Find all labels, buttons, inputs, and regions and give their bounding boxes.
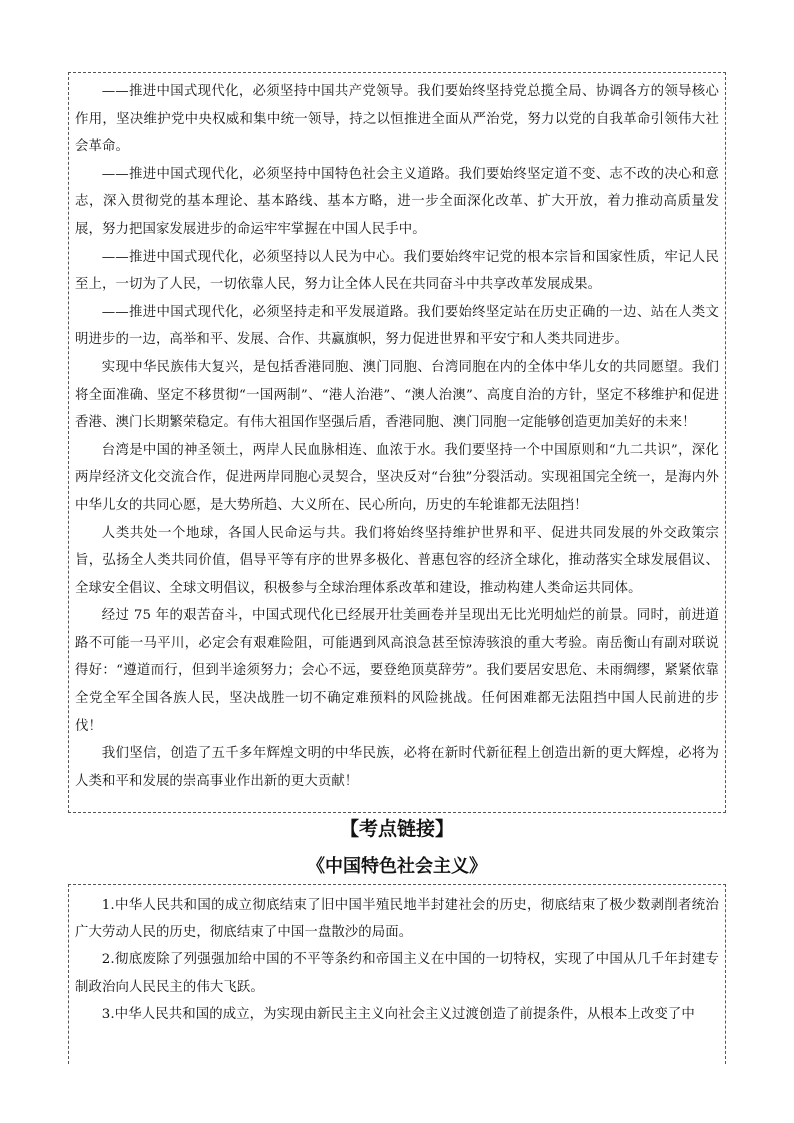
paragraph: ——推进中国式现代化，必须坚持中国特色社会主义道路。我们要始终坚定道不变、志不改的决心和意志，深入贯彻党的基本理论、基本路线、基本方略，进一步全面深化改革、扩大开放，着力推动高质量发展，努力把国家发展进步的命运牢牢掌握在中国人民手中。 <box>75 166 719 237</box>
paragraph: ——推进中国式现代化，必须坚持以人民为中心。我们要始终牢记党的根本宗旨和国家性质，牢记人民至上，一切为了人民，一切依靠人民，努力让全体人民在共同奋斗中共享改革发展成果。 <box>75 249 719 293</box>
speech-excerpt-box <box>68 72 726 813</box>
section-heading: 【考点链接】 <box>339 818 454 840</box>
paragraph: 实现中华民族伟大复兴，是包括香港同胞、澳门同胞、台湾同胞在内的全体中华儿女的共同愿望。我们将全面准确、坚定不移贯彻“一国两制”、“港人治港”、“澳人治澳”、高度自治的方针，坚定不移维护和促进香港、澳门长期繁荣稳定。有伟大祖国作坚强后盾，香港同胞、澳门同胞一定能够创造更加美好的未来！ <box>75 359 719 431</box>
paragraph: 经过 75 年的艰苦奋斗，中国式现代化已经展开壮美画卷并呈现出无比光明灿烂的前景。同时，前进道路不可能一马平川，必定会有艰难险阻，可能遇到风高浪急甚至惊涛骇浪的重大考验。南岳衡山有副对联说得好：“遵道而行，但到半途须努力；会心不远，要登绝顶莫辞劳”。我们要居安思危、未雨绸缪，紧紧依靠全党全军全国各族人民，坚决战胜一切不确定难预料的风险挑战。任何困难都无法阻挡中国人民前进的步伐！ <box>75 608 719 734</box>
numbered-point: 2.彻底废除了列强强加给中国的不平等条约和帝国主义在中国的一切特权，实现了中国从几千年封建专制政治向人民民主的伟大飞跃。 <box>75 952 719 995</box>
knowledge-points-box <box>68 884 726 1064</box>
paragraph: 我们坚信，创造了五千多年辉煌文明的中华民族，必将在新时代新征程上创造出新的更大辉煌，必将为人类和平和发展的崇高事业作出新的更大贡献！ <box>75 746 719 789</box>
numbered-point: 1.中华人民共和国的成立彻底结束了旧中国半殖民地半封建社会的历史，彻底结束了极少数剥削者统治广大劳动人民的历史，彻底结束了中国一盘散沙的局面。 <box>75 898 719 941</box>
numbered-point: 3.中华人民共和国的成立，为实现由新民主主义向社会主义过渡创造了前提条件，从根本上改变了中 <box>101 1006 695 1022</box>
paragraph: 台湾是中国的神圣领土，两岸人民血脉相连、血浓于水。我们要坚持一个中国原则和“九二共识”，深化两岸经济文化交流合作，促进两岸同胞心灵契合，坚决反对“台独”分裂活动。实现祖国完全统一，是海内外中华儿女的共同心愿，是大势所趋、大义所在、民心所向，历史的车轮谁都无法阻挡！ <box>75 442 719 513</box>
section-subtitle: 《中国特色社会主义》 <box>307 856 487 877</box>
paragraph: 人类共处一个地球，各国人民命运与共。我们将始终坚持维护世界和平、促进共同发展的外交政策宗旨，弘扬全人类共同价值，倡导平等有序的世界多极化、普惠包容的经济全球化，推动落实全球发展倡议、全球安全倡议、全球文明倡议，积极参与全球治理体系改革和建设，推动构建人类命运共同体。 <box>75 525 719 596</box>
paragraph: ——推进中国式现代化，必须坚持中国共产党领导。我们要始终坚持党总揽全局、协调各方的领导核心作用，坚决维护党中央权威和集中统一领导，持之以恒推进全面从严治党，努力以党的自我革命引领伟大社会革命。 <box>75 84 719 155</box>
paragraph: ——推进中国式现代化，必须坚持走和平发展道路。我们要始终坚定站在历史正确的一边、站在人类文明进步的一边，高举和平、发展、合作、共赢旗帜，努力促进世界和平安宁和人类共同进步。 <box>75 304 719 348</box>
